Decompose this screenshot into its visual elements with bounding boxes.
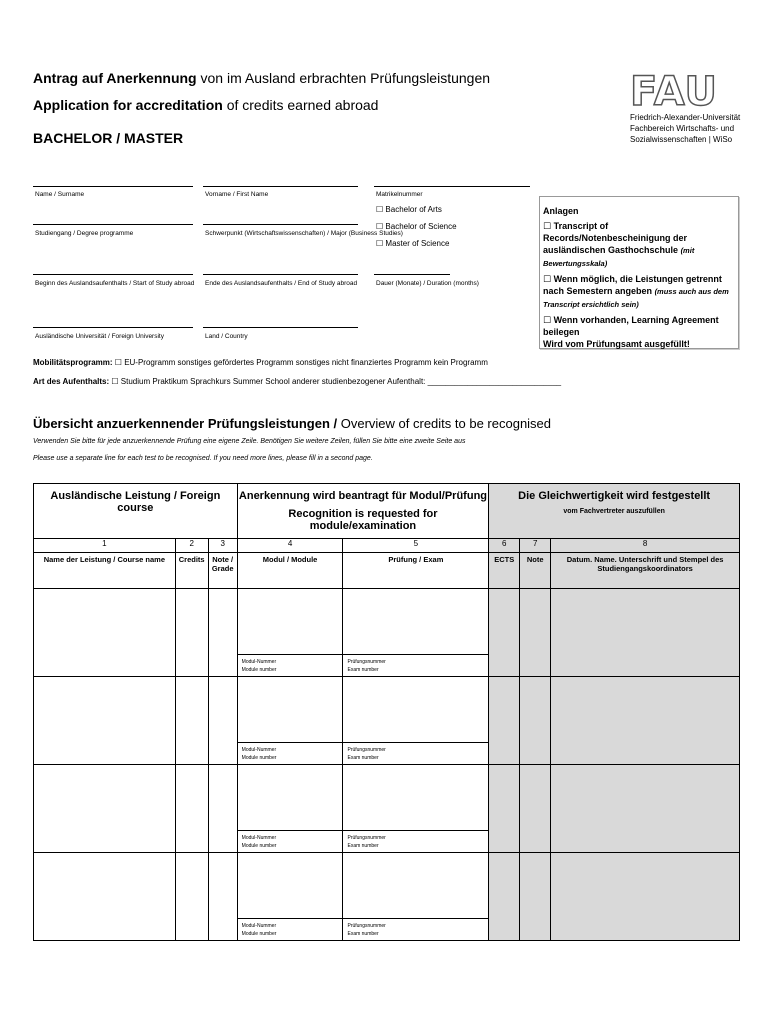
country-label: Land / Country: [205, 333, 248, 340]
mobility-line[interactable]: Mobilitätsprogramm: ☐ EU-Programm sonstiges gefördertes Programm sonstiges nicht finanziertes Programm kein Programm: [33, 358, 488, 367]
degree-title: BACHELOR / MASTER: [33, 130, 184, 146]
attachments-box: Anlagen ☐ Transcript of Records/Notenbescheinigung der ausländischen Gasthochschule (mit Bewertungsskala) ☐ Wenn möglich, die Leistungen getrennt nach Semestern angeben (muss auch aus dem Transcript ersichtlich sein) ☐ Wenn vorhanden, Learning Agreement beilegen Wird vom Prüfungsamt ausgefüllt!: [539, 196, 739, 349]
recognition-header: Anerkennung wird beantragt für Modul/Prüfung Recognition is requested for module/examination: [237, 484, 489, 539]
equivalence-header: Die Gleichwertigkeit wird festgestellt vom Fachvertreter auszufüllen: [489, 484, 740, 539]
foreign-course-header: Ausländische Leistung / Foreign course: [34, 484, 238, 539]
end-label: Ende des Auslandsaufenthalts / End of Study abroad: [205, 280, 358, 287]
check-bsc[interactable]: ☐ Bachelor of Science: [376, 222, 457, 231]
duration-label: Dauer (Monate) / Duration (months): [376, 280, 479, 287]
firstname-label: Vorname / First Name: [205, 191, 269, 198]
major-label: Schwerpunkt (Wirtschaftswissenschaften) / Major (Business Studies): [205, 230, 403, 237]
overview-title: Übersicht anzuerkennender Prüfungsleistungen / Overview of credits to be recognised: [33, 416, 552, 431]
programme-label: Studiengang / Degree programme: [35, 230, 134, 237]
name-label: Name / Surname: [35, 191, 85, 198]
title-de: Antrag auf Anerkennung von im Ausland erbrachten Prüfungsleistungen: [33, 70, 491, 86]
overview-note-en: Please use a separate line for each test to be recognised. If you need more lines, please fill in a second page.: [33, 455, 373, 462]
start-label: Beginn des Auslandsaufenthalts / Start of Study abroad: [35, 280, 195, 287]
matrikel-label: Matrikelnummer: [376, 191, 423, 198]
stay-line[interactable]: Art des Aufenthalts: ☐ Studium Praktikum Sprachkurs Summer School anderer studienbezogener Aufenthalt: ______________________________: [33, 377, 562, 386]
check-ba[interactable]: ☐ Bachelor of Arts: [376, 205, 442, 214]
fau-logo: FAU Friedrich-Alexander-Universität Fachbereich Wirtschafts- und Sozialwissenschaften | WiSo: [630, 69, 741, 144]
overview-note-de: Verwenden Sie bitte für jede anzuerkennende Prüfung eine eigene Zeile. Benötigen Sie weitere Zeilen, füllen Sie bitte eine zweite Seite aus: [33, 438, 466, 445]
check-msc[interactable]: ☐ Master of Science: [376, 239, 450, 248]
courses-table: Ausländische Leistung / Foreign course Anerkennung wird beantragt für Modul/Prüfung Recognition is requested for module/examination Die Gleichwertigkeit wird festgestellt vom Fachvertreter auszufüllen 1 2 3 4 5 6 7 8 Name der Leistung / Course name Credits Note / Grade Modul / Module Prüfung / Exam ECTS Note Datum. Name. Unterschrift und Stempel des Studiengangskoordinators Modul-Nummer Module number Prüfungsnummer Exam number Modul-Nummer Module number Prüfungsnummer Exam number Modul-Nummer Module number Prüfungsnummer Exam number Modul-Nummer Module number Prüfungsnummer Exam number: [33, 483, 740, 941]
university-label: Ausländische Universität / Foreign University: [35, 333, 164, 340]
title-en: Application for accreditation of credits earned abroad: [33, 97, 379, 113]
